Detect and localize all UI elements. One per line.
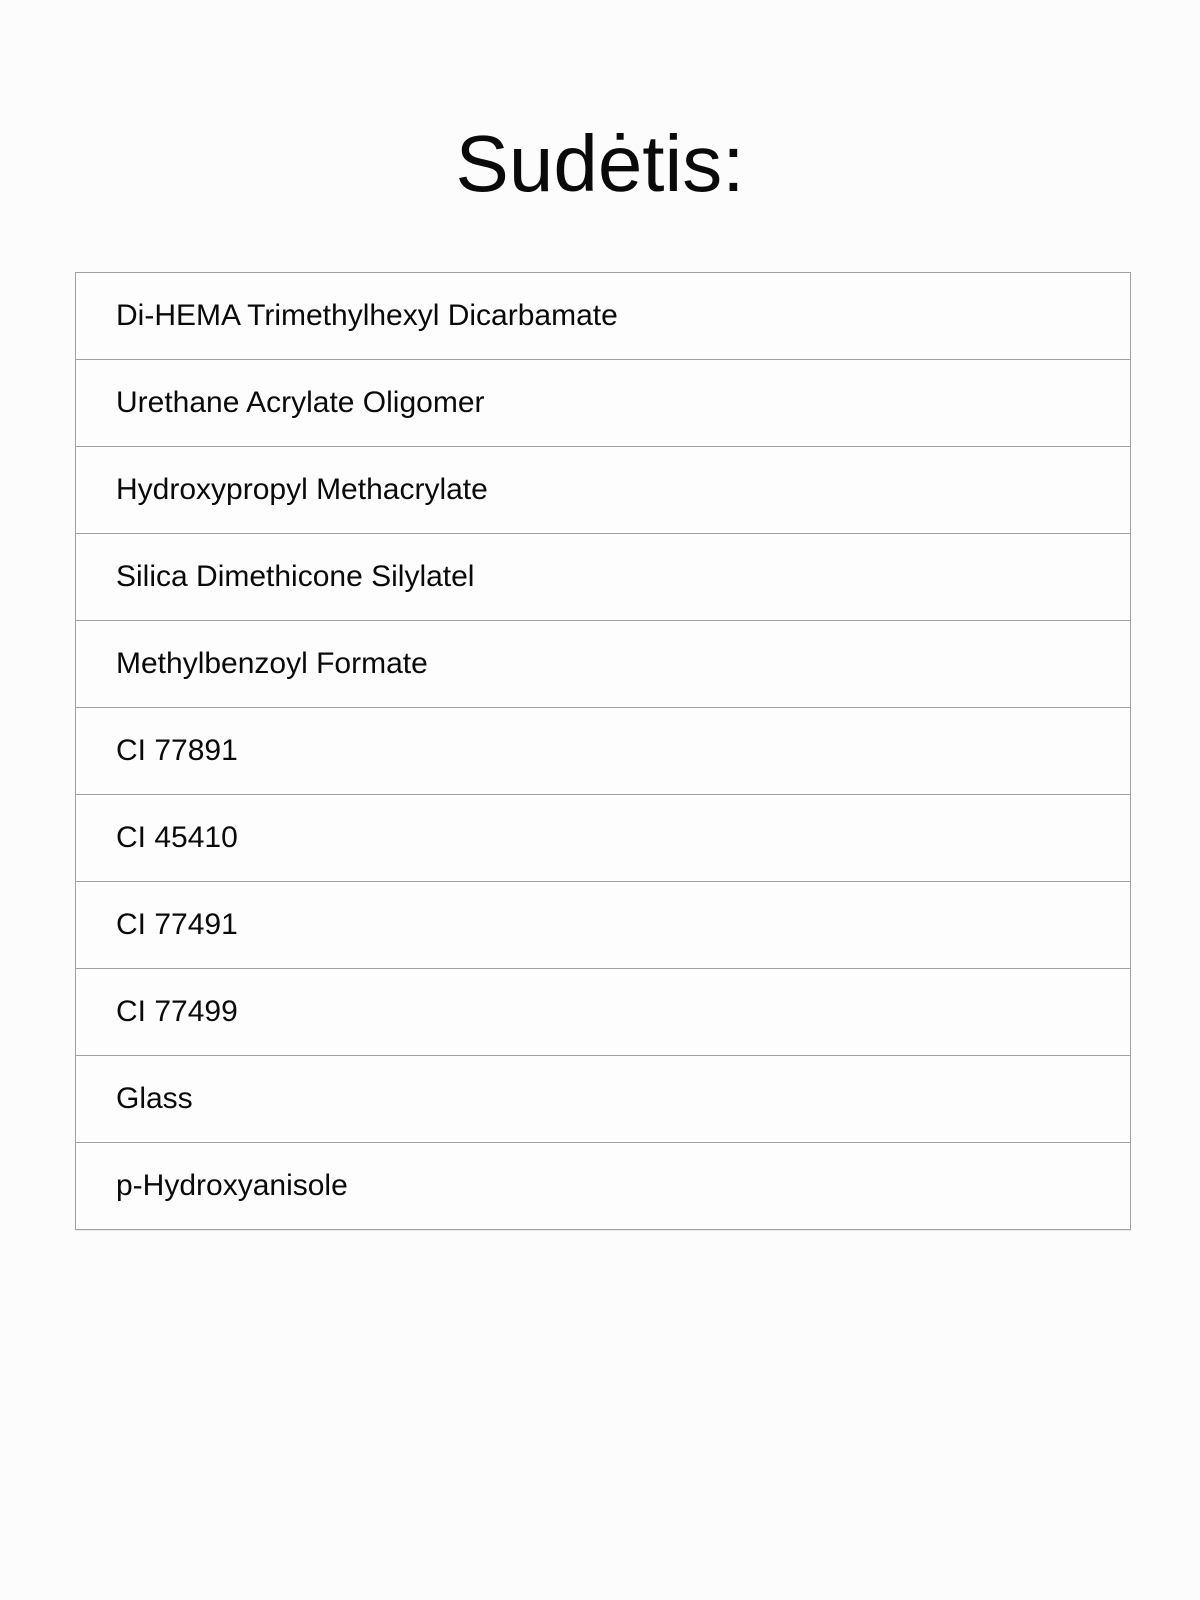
ingredient-row xyxy=(76,969,1131,1056)
ingredient-name: Urethane Acrylate Oligomer xyxy=(76,360,1131,447)
ingredient-row xyxy=(76,273,1131,360)
ingredient-row xyxy=(76,1056,1131,1143)
ingredient-name: CI 77491 xyxy=(76,882,1131,969)
ingredient-name: Glass xyxy=(76,1056,1131,1143)
ingredient-row xyxy=(76,360,1131,447)
ingredient-name: Di-HEMA Trimethylhexyl Dicarbamate xyxy=(76,273,1131,360)
ingredients-table-body xyxy=(76,273,1131,1230)
ingredient-name: Silica Dimethicone Silylatel xyxy=(76,534,1131,621)
ingredient-name: Hydroxypropyl Methacrylate xyxy=(76,447,1131,534)
page-title: Sudėtis: xyxy=(455,119,745,208)
ingredient-name: Methylbenzoyl Formate xyxy=(76,621,1131,708)
ingredient-row xyxy=(76,882,1131,969)
ingredient-row xyxy=(76,621,1131,708)
ingredients-table xyxy=(75,272,1131,1230)
ingredient-name: CI 77891 xyxy=(76,708,1131,795)
ingredient-row xyxy=(76,534,1131,621)
ingredient-row xyxy=(76,708,1131,795)
ingredient-name: CI 77499 xyxy=(76,969,1131,1056)
ingredient-row xyxy=(76,1143,1131,1230)
ingredient-row xyxy=(76,447,1131,534)
ingredient-row xyxy=(76,795,1131,882)
ingredient-name: CI 45410 xyxy=(76,795,1131,882)
ingredient-name: p-Hydroxyanisole xyxy=(76,1143,1131,1230)
